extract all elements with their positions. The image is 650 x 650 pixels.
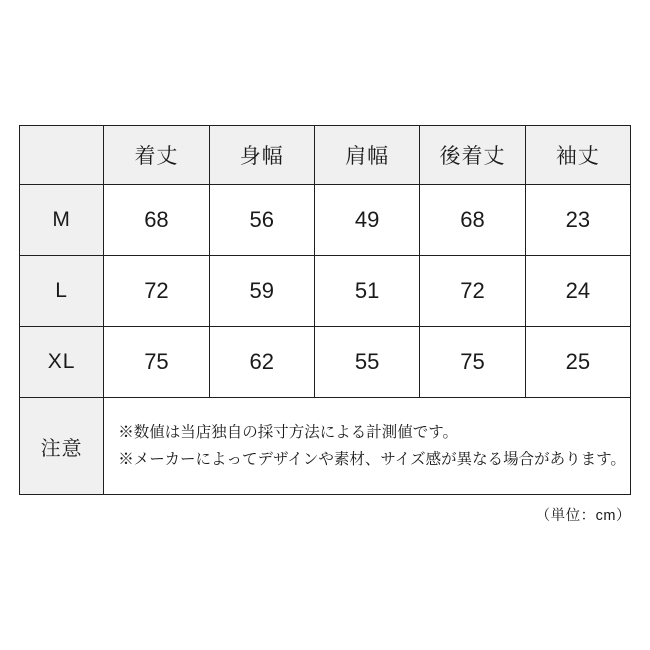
- cell-m-mihaba: 56: [209, 185, 314, 256]
- note-line-1: ※数値は当店独自の採寸方法による計測値です。: [118, 423, 459, 441]
- note-line-2: ※メーカーによってデザインや素材、サイズ感が異なる場合があります。: [118, 451, 626, 468]
- column-header-mihaba: 身幅: [209, 126, 314, 185]
- column-header-kitake: 着丈: [104, 126, 209, 185]
- cell-xl-katahaba: 55: [314, 327, 419, 398]
- table-header-row: [20, 126, 631, 185]
- unit-caption: （単位：cm）: [535, 508, 631, 524]
- row-label-xl: XL: [20, 327, 104, 398]
- table-row: [20, 327, 631, 398]
- row-label-l: L: [20, 256, 104, 327]
- cell-l-ushirokitake: 72: [420, 256, 525, 327]
- cell-l-sodetake: 24: [525, 256, 630, 327]
- note-label: 注意: [20, 398, 104, 495]
- note-body: [104, 398, 631, 495]
- cell-l-kitake: 72: [104, 256, 209, 327]
- column-header-sodetake: 袖丈: [525, 126, 630, 185]
- cell-l-mihaba: 59: [209, 256, 314, 327]
- size-table: [19, 125, 631, 495]
- size-table-container: [19, 125, 631, 495]
- cell-l-katahaba: 51: [314, 256, 419, 327]
- cell-m-ushirokitake: 68: [420, 185, 525, 256]
- table-row: [20, 256, 631, 327]
- cell-m-katahaba: 49: [314, 185, 419, 256]
- table-row: [20, 185, 631, 256]
- cell-xl-sodetake: 25: [525, 327, 630, 398]
- column-header-katahaba: 肩幅: [314, 126, 419, 185]
- cell-xl-kitake: 75: [104, 327, 209, 398]
- column-header-ushirokitake: 後着丈: [420, 126, 525, 185]
- cell-xl-mihaba: 62: [209, 327, 314, 398]
- table-note-row: [20, 398, 631, 495]
- cell-xl-ushirokitake: 75: [420, 327, 525, 398]
- cell-m-kitake: 68: [104, 185, 209, 256]
- row-label-m: M: [20, 185, 104, 256]
- cell-m-sodetake: 23: [525, 185, 630, 256]
- table-corner-cell: [20, 126, 104, 185]
